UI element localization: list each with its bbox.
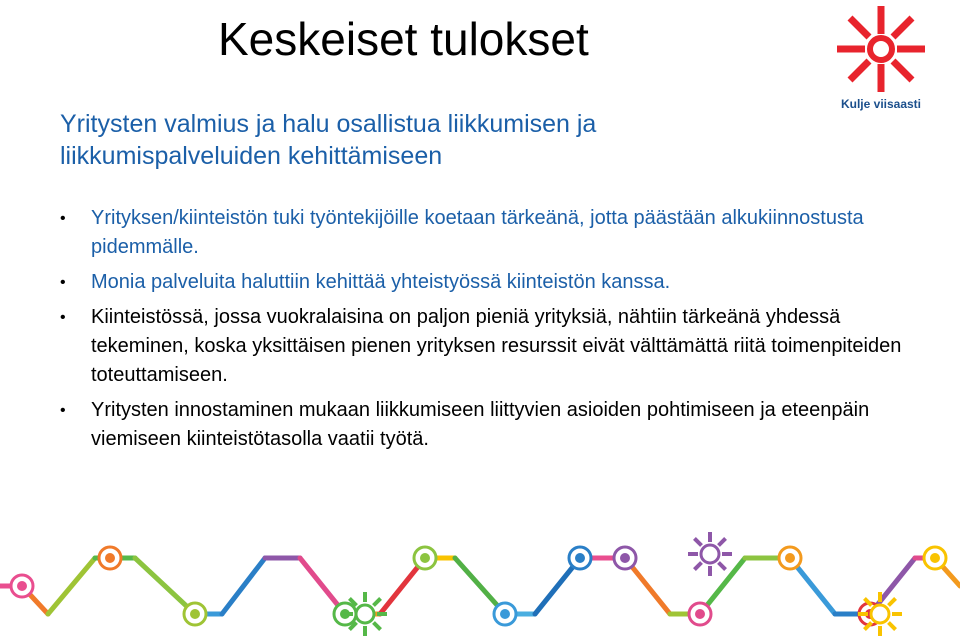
station-dot-icon [190,609,200,619]
sun-station-icon [858,592,902,636]
logo-text: Kulje viisaasti [840,97,922,111]
sun-station-icon [688,532,732,576]
bullet-item-4 [60,396,910,454]
line-segment [48,558,95,614]
red-sun-logo-icon [837,6,925,92]
sun-station-icon [343,592,387,636]
transport-line-decoration [0,530,960,639]
bullet-text: Yritysten innostaminen mukaan liikkumiseen liittyvien asioiden pohtimiseen ja eteenpäin viemiseen kiinteistötasolla vaatii työtä. [91,399,870,450]
bullet-dot: • [60,309,66,326]
subtitle: Yritysten valmius ja halu osallistua liikkumisen ja liikkumispalveluiden kehittämiseen [60,110,597,170]
line-segment [222,558,265,614]
station-dot-icon [17,581,27,591]
bullet-dot: • [60,274,66,291]
station-dot-icon [105,553,115,563]
page-title: Keskeiset tulokset [218,13,589,65]
kulje-viisaasti-logo [834,4,928,112]
bullet-text: Monia palveluita haluttiin kehittää yhteistyössä kiinteistön kanssa. [91,271,671,293]
bullet-dot: • [60,402,66,419]
bullet-item-2 [60,268,910,297]
station-dot-icon [620,553,630,563]
bullet-text: Kiinteistössä, jossa vuokralaisina on paljon pieniä yrityksiä, nähtiin tärkeänä yhdessä tekeminen, koska yksittäisen pienen yrityksen resurssit eivät välttämättä riitä toimenpiteiden toteuttamiseen. [91,306,902,386]
station-dot-icon [785,553,795,563]
bullet-item-1 [60,204,910,262]
bullet-list [60,204,910,460]
station-dot-icon [695,609,705,619]
bullet-dot: • [60,210,66,227]
bullet-item-3 [60,303,910,390]
station-dot-icon [575,553,585,563]
station-dot-icon [930,553,940,563]
station-dot-icon [420,553,430,563]
bullet-text: Yrityksen/kiinteistön tuki työntekijöille koetaan tärkeänä, jotta päästään alkukiinnostusta pidemmälle. [91,207,864,258]
station-dot-icon [500,609,510,619]
